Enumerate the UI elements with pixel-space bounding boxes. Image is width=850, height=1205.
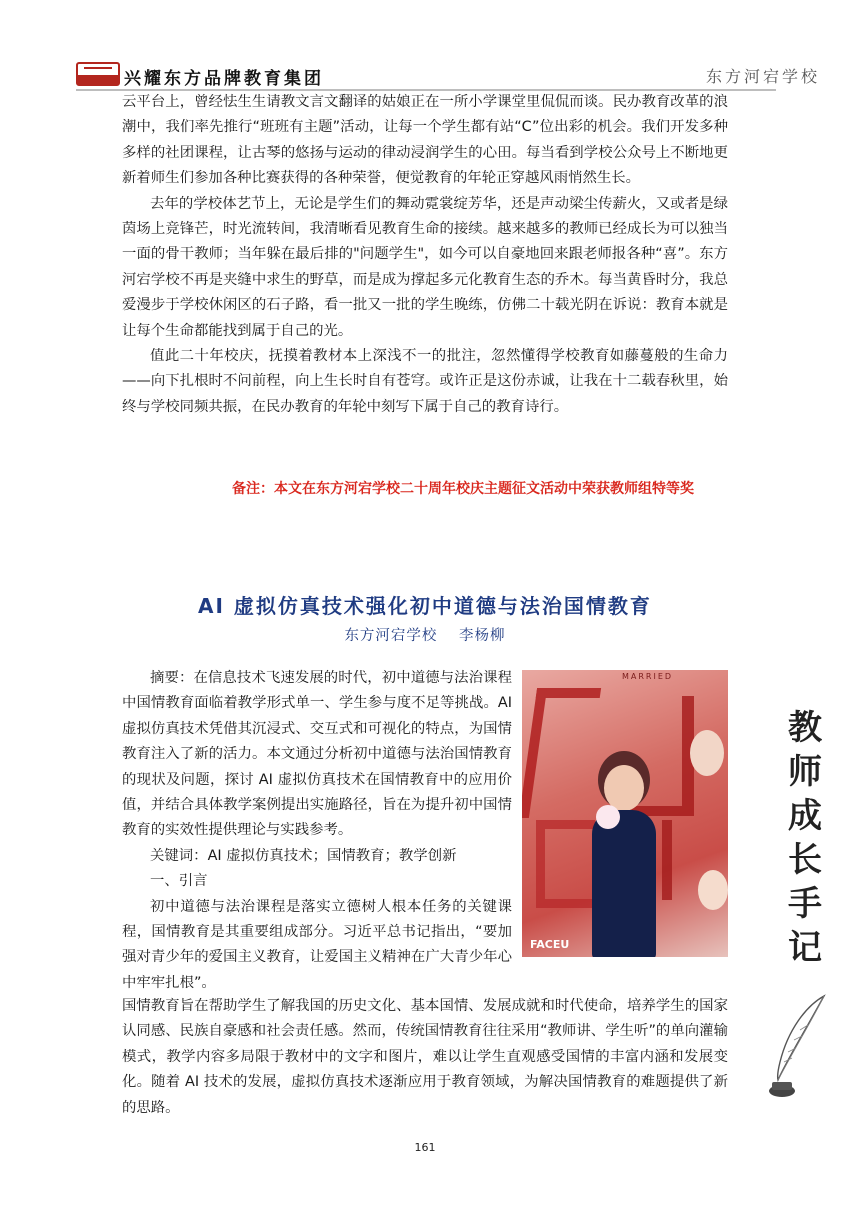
author-name: 李杨柳 [459,628,506,644]
sidebar-char: 教 [788,708,822,748]
page-number: 161 [414,1141,436,1154]
article-byline [0,624,850,645]
quill-pen-icon [766,992,830,1098]
paragraph-1: 云平台上，曾经怯生生请教文言文翻译的姑娘正在一所小学课堂里侃侃而谈。民办教育改革的浪潮中，我们率先推行“班班有主题”活动，让每一个学生都有站“C”位出彩的机会。我们开发多种多样的社团课程，让古琴的悠扬与运动的律动浸润学生的心田。每当看到学校公众号上不断地更新着师生们参加各种比赛获得的各种荣誉，便觉教育的年轮正穿越风雨悄然生长。 [122,94,728,187]
lantern-decoration [690,730,724,776]
sidebar-char: 手 [788,884,822,924]
essay-continuation [122,90,728,420]
sidebar-char: 长 [788,840,822,880]
paragraph-2: 去年的学校体艺节上，无论是学生们的舞动霓裳绽芳华，还是声动梁尘传薪火，又或者是绿茵场上竞锋芒，时光流转间，我清晰看见教育生命的接续。越来越多的教师已经成长为可以独当一面的骨干教师；当年躲在最后排的"问题学生"，如今可以自豪地回来跟老师报各种“喜”。东方河宕学校不再是夹缝中求生的野草，而是成为撑起多元化教育生态的乔木。每当黄昏时分，我总爱漫步于学校休闲区的石子路，看一批又一批的学生晚练，仿佛二十载光阴在诉说：教育本就是让每个生命都能找到属于自己的光。 [122,195,728,339]
sidebar-char: 记 [788,928,822,968]
header-school-name: 东方河宕学校 [706,67,821,86]
group-logo [76,62,120,86]
paragraph-3: 值此二十年校庆，抚摸着教材本上深浅不一的批注，忽然懂得学校教育如藤蔓般的生命力——向下扎根时不问前程，向上生长时自有苍穹。或许正是这份赤诚，让我在十二载春秋里，始终与学校同频共振，在民办教育的年轮中刻写下属于自己的教育诗行。 [122,348,728,415]
header-group-name: 兴耀东方品牌教育集团 [124,69,324,89]
person-head [604,765,644,811]
photo-watermark: FACEU [530,938,570,951]
sidebar-char: 成 [788,796,822,836]
article-body-wide [122,994,728,1121]
person-dress [592,810,656,957]
sidebar-column-title [780,706,830,970]
sidebar-char: 师 [788,752,822,792]
section-heading-intro: 一、引言 [150,873,208,890]
author-photo [522,670,728,957]
article-title: AI 虚拟仿真技术强化初中道德与法治国情教育 [198,594,652,618]
abstract-paragraph: 摘要：在信息技术飞速发展的时代，初中道德与法治课程中国情教育面临着教学形式单一、学生参与度不足等挑战。AI 虚拟仿真技术凭借其沉浸式、交互式和可视化的特点，为国情教育注入了新的活力。本文通过分析初中道德与法治国情教育的现状及问题，探讨 AI 虚拟仿真技术在国情教育中的应用价值，并结合具体教学案例提出实施路径，旨在为提升初中国情教育的实效性提供理论与实践参考。 [122,670,512,839]
keywords-line: 关键词：AI 虚拟仿真技术；国情教育；教学创新 [150,847,457,864]
article-body-narrow [122,666,512,996]
author-school: 东方河宕学校 [344,628,438,644]
bunny-sticker-icon [596,805,620,829]
intro-paragraph-start: 初中道德与法治课程是落实立德树人根本任务的关键课程，国情教育是其重要组成部分。习近平总书记指出，“要加强对青少年的爱国主义教育，让爱国主义精神在广大青少年心中牢牢扎根”。 [122,898,512,991]
lantern-decoration [698,870,728,910]
intro-paragraph-continued: 国情教育旨在帮助学生了解我国的历史文化、基本国情、发展成就和时代使命，培养学生的国家认同感、民族自豪感和社会责任感。然而，传统国情教育往往采用“教师讲、学生听”的单向灌输模式，教学内容多局限于教材中的文字和图片，难以让学生直观感受国情的丰富内涵和发展变化。随着 AI 技术的发展，虚拟仿真技术逐渐应用于教育领域，为解决国情教育的难题提供了新的思路。 [122,998,728,1116]
photo-sign-text: MARRIED [622,672,674,681]
award-note: 备注：本文在东方河宕学校二十周年校庆主题征文活动中荣获教师组特等奖 [232,481,694,497]
